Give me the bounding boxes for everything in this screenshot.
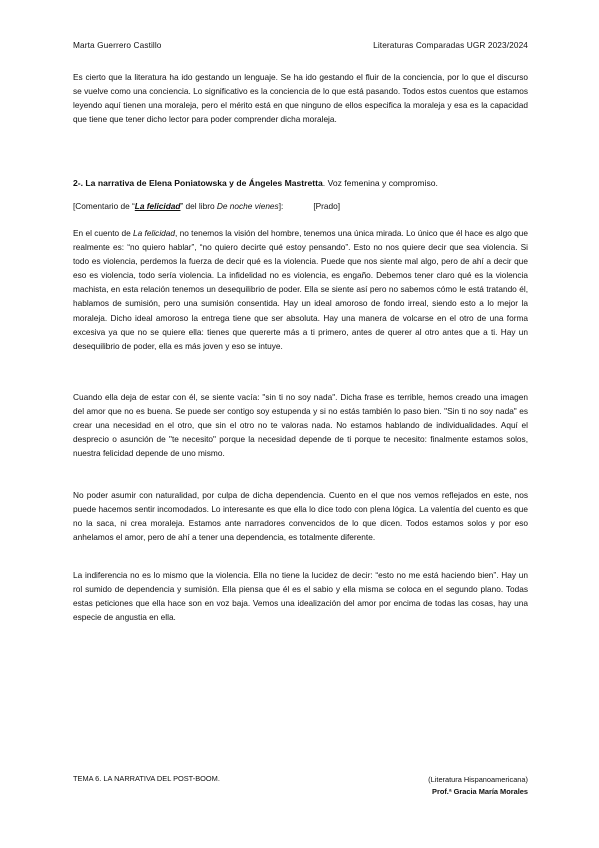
intro-paragraph xyxy=(73,70,528,126)
comment-middle: ” del libro xyxy=(180,201,217,211)
book-title: De noche vienes xyxy=(216,201,279,211)
paragraph-3-text: No poder asumir con naturalidad, por culpa de dicha dependencia. Cuento en el que nos vemos reflejados en este, nos puede hacemos sentir incomodados. Lo interesante es que ella lo dice todo con plena lógica. La valentía del cuento es que no la saca, ni crea moraleja. Estamos ante narradores convencidos de lo que dicen. Todos estamos solos y por eso anhelamos el amor, pero de ahí a tener una dependencia, es totalmente diferente. xyxy=(73,490,528,543)
paragraph-1-text xyxy=(73,226,528,353)
paragraph-2 xyxy=(73,390,528,460)
section-title-bold: 2-. La narrativa de Elena Poniatowska y de Ángeles Mastretta xyxy=(73,178,323,188)
paragraph-4-text: La indiferencia no es lo mismo que la violencia. Ella no tiene la lucidez de decir: “esto no me está haciendo bien”. Hay un rol sumido de dependencia y sumisión. Ella piensa que él es el sabio y ella misma se coloca en el segundo plano. Todas estas peticiones que ella hace son en voz baja. Vemos una idealización del amor por encima de todas las cosas, hay una especie de angustia en ella. xyxy=(73,570,528,623)
header-author: Marta Guerrero Castillo xyxy=(73,40,162,50)
comment-source: [Prado] xyxy=(313,201,341,211)
comment-heading xyxy=(73,201,340,211)
comment-prefix: [Comentario de “ xyxy=(73,201,135,211)
footer-professor: Prof.ª Gracia María Morales xyxy=(432,787,528,796)
paragraph-1 xyxy=(73,226,528,353)
header-course: Literaturas Comparadas UGR 2023/2024 xyxy=(373,40,528,50)
comment-suffix: ]: xyxy=(278,201,284,211)
p1-story-italic: La felicidad xyxy=(133,228,175,238)
section-title-rest: . Voz femenina y compromiso. xyxy=(322,178,438,188)
p1-rest: , no tenemos la visión del hombre, tenemos una única mirada. Lo único que él hace es algo que realmente es: “no quiero hablar”, “no quiero decirte qué estoy pensando”. Esto no nos quiere decir que sea violencia. Si todo es violencia, perdemos la fuerza de decir qué es la violencia. Puede que nos siente mal algo, pero de ahí a decir que eso es violencia, todo sería violencia. La infidelidad no es violencia, es engaño. Debemos tener claro qué es la violencia machista, en esta relación tenemos un desequilibrio de poder. Ella se siente así pero no sabemos cómo le está tratando él, hablamos de sumisión, pero una sumisión consentida. Hay un ideal amoroso de fondo irreal, siendo esto a lo mejor la moraleja. Dicho ideal amoroso la entrega tiene que ser absoluta. Hay una manera de volcarse en el otro de una forma excesiva ya que no se quiere ella: tienes que quererte más a ti primero, antes de querer al otro antes que a ti. Hay un desequilibrio de poder, ella es más joven y eso se intuye. xyxy=(73,228,528,351)
story-title: La felicidad xyxy=(134,201,181,211)
footer-right xyxy=(428,774,528,798)
p1-lead: En el cuento de xyxy=(73,228,134,238)
paragraph-2-text: Cuando ella deja de estar con él, se siente vacía: "sin ti no soy nada". Dicha frase es terrible, hemos creado una imagen del amor que no es buena. Se puede ser contigo soy estupenda y si no estás también lo paso bien. "Sin ti no soy nada" es crear una necesidad en el otro, que sin el otro no te valoras nada. No estamos hablando de individualidades. Aquí el desprecio o asunción de "te necesito" porque la necesidad depende de ti porque te necesito: finalmente estamos solos, nuestra felicidad depende de uno mismo. xyxy=(73,392,528,459)
paragraph-3 xyxy=(73,488,528,544)
section-heading xyxy=(73,178,438,188)
paragraph-4 xyxy=(73,568,528,624)
footer-subject: (Literatura Hispanoamericana) xyxy=(428,775,528,784)
footer-topic: TEMA 6. LA NARRATIVA DEL POST-BOOM. xyxy=(73,774,220,783)
intro-text: Es cierto que la literatura ha ido gestando un lenguaje. Se ha ido gestando el fluir de la conciencia, por lo que el discurso se vuelve como una conciencia. Lo significativo es la conciencia de lo que está pasando. Todos estos cuentos que estamos leyendo aquí tienen una moraleja, pero el mérito está en que ninguno de ellos especifica la moraleja y esa es la capacidad que tiene que tener dicho lector para poder comprender dicha moraleja. xyxy=(73,72,528,125)
